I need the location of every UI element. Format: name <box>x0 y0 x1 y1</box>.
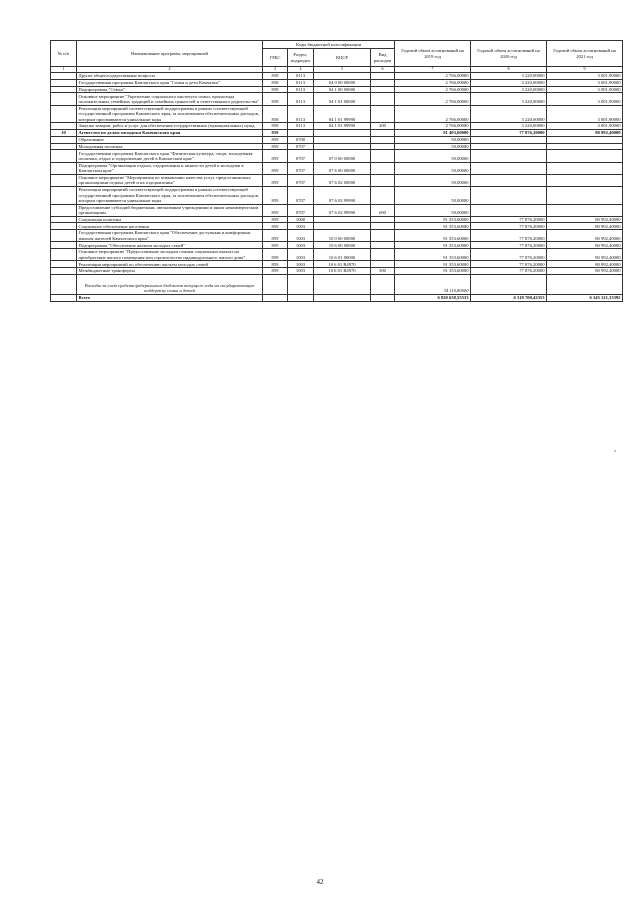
row-num <box>51 143 77 150</box>
header-vid: Вид расходов <box>371 49 395 67</box>
row-num <box>51 162 77 174</box>
row-value-2020: 3 220,00000 <box>471 123 547 130</box>
row-vid <box>371 223 395 230</box>
index-cell: 4 <box>288 67 314 73</box>
row-kcsr: 07 6 02 99990 <box>314 204 371 216</box>
row-value-2019: 91 353,60000 <box>395 223 471 230</box>
row-kcsr: 07 6 02 99990 <box>314 186 371 204</box>
header-2019: Годовой объем ассигнований на 2019 год <box>395 41 471 67</box>
row-value-2019: 2 766,00000 <box>395 105 471 123</box>
total-2021: 6 343 121,33395 <box>547 294 623 301</box>
row-num <box>51 86 77 93</box>
table-footer <box>51 274 623 301</box>
row-name: Основное мероприятие "Укрепление социального института семьи, пропаганда положительных семейных традиций и семейных ценностей и ответственного родительства" <box>77 93 263 105</box>
row-kcsr: 04 1 00 00000 <box>314 86 371 93</box>
row-vid <box>371 186 395 204</box>
row-grbs: 859 <box>263 136 288 143</box>
row-num <box>51 73 77 80</box>
row-kcsr <box>314 223 371 230</box>
row-kcsr <box>314 73 371 80</box>
row-name: Другие общегосударственные вопросы <box>77 73 263 80</box>
note-row <box>51 274 623 294</box>
table-row <box>51 216 623 223</box>
index-cell: 1 <box>51 67 77 73</box>
total-2019: 6 820 638,55533 <box>395 294 471 301</box>
row-value-2019: 91 353,60000 <box>395 230 471 242</box>
header-name: Наименование программ, мероприятий <box>77 41 263 67</box>
row-value-2019: 50,00000 <box>395 204 471 216</box>
row-num <box>51 136 77 143</box>
table-row <box>51 93 623 105</box>
row-razdel: 0707 <box>288 150 314 162</box>
continue-mark: » <box>614 449 617 454</box>
table-row <box>51 261 623 268</box>
row-kcsr <box>314 143 371 150</box>
row-value-2020: 77 876,20000 <box>471 130 547 137</box>
table-row <box>51 73 623 80</box>
row-value-2021 <box>547 174 623 186</box>
row-grbs: 859 <box>263 150 288 162</box>
row-razdel: 1003 <box>288 230 314 242</box>
row-value-2020: 77 876,20000 <box>471 242 547 249</box>
row-value-2019: 2 766,00000 <box>395 93 471 105</box>
row-kcsr: 04 1 01 99990 <box>314 105 371 123</box>
row-name: Образование <box>77 136 263 143</box>
row-razdel: 0707 <box>288 174 314 186</box>
row-num <box>51 123 77 130</box>
row-grbs: 858 <box>263 93 288 105</box>
row-value-2020: 3 220,00000 <box>471 93 547 105</box>
row-value-2020 <box>471 162 547 174</box>
row-vid <box>371 143 395 150</box>
total-2020: 6 318 700,42353 <box>471 294 547 301</box>
row-value-2019: 50,00000 <box>395 143 471 150</box>
row-value-2021 <box>547 162 623 174</box>
row-grbs: 859 <box>263 143 288 150</box>
row-value-2020: 3 220,00000 <box>471 86 547 93</box>
row-kcsr: 07 6 02 00000 <box>314 174 371 186</box>
header-grbs: ГРБС <box>263 49 288 67</box>
row-kcsr: 04 1 01 99990 <box>314 123 371 130</box>
row-grbs: 859 <box>263 249 288 261</box>
row-value-2020: 77 876,20000 <box>471 249 547 261</box>
row-num <box>51 230 77 242</box>
row-name: Социальная политика <box>77 216 263 223</box>
row-value-2020 <box>471 150 547 162</box>
row-razdel: 1003 <box>288 223 314 230</box>
row-num <box>51 186 77 204</box>
row-name: Реализация мероприятий по обеспечению жильем молодых семей <box>77 261 263 268</box>
row-grbs: 858 <box>263 79 288 86</box>
table-row <box>51 143 623 150</box>
row-num <box>51 261 77 268</box>
row-value-2020 <box>471 204 547 216</box>
row-vid: 600 <box>371 204 395 216</box>
row-name: Государственная программа Камчатского края "Семья и дети Камчатки" <box>77 79 263 86</box>
row-value-2020: 77 876,20000 <box>471 230 547 242</box>
row-name: Подпрограмма "Организация отдыха, оздоровления и занятости детей и молодежи в Камчатском крае" <box>77 162 263 174</box>
row-value-2021: 80 992,40000 <box>547 223 623 230</box>
row-value-2021: 3 001,90000 <box>547 73 623 80</box>
row-value-2021: 80 992,40000 <box>547 216 623 223</box>
row-num <box>51 105 77 123</box>
row-value-2021 <box>547 204 623 216</box>
note-text: Расходы за счет средств федерального бюджета текущего года на государственную поддержку семьи и детей <box>77 274 263 294</box>
row-kcsr: 07 0 00 00000 <box>314 150 371 162</box>
row-value-2019: 2 766,00000 <box>395 73 471 80</box>
row-razdel: 0707 <box>288 143 314 150</box>
index-cell: 9 <box>547 67 623 73</box>
row-name: Основное мероприятие "Мероприятия по повышению качества услуг, предоставляемых организациями отдыха детей и их оздоровления" <box>77 174 263 186</box>
row-value-2020: 3 220,00000 <box>471 105 547 123</box>
header-num: № п/п <box>51 41 77 67</box>
row-value-2021: 80 992,40000 <box>547 268 623 275</box>
row-razdel: 1003 <box>288 268 314 275</box>
index-cell: 7 <box>395 67 471 73</box>
row-value-2019: 50,00000 <box>395 186 471 204</box>
row-value-2021: 80 992,40000 <box>547 242 623 249</box>
row-razdel: 0700 <box>288 136 314 143</box>
index-cell: 6 <box>371 67 395 73</box>
row-value-2020: 3 220,00000 <box>471 79 547 86</box>
row-grbs: 858 <box>263 123 288 130</box>
row-razdel: 1003 <box>288 261 314 268</box>
row-num <box>51 216 77 223</box>
table-row <box>51 105 623 123</box>
row-num <box>51 242 77 249</box>
index-cell: 5 <box>314 67 371 73</box>
row-num <box>51 79 77 86</box>
row-vid <box>371 174 395 186</box>
row-vid <box>371 242 395 249</box>
row-grbs: 859 <box>263 242 288 249</box>
row-value-2021: 80 992,40000 <box>547 230 623 242</box>
row-num <box>51 268 77 275</box>
row-vid <box>371 105 395 123</box>
row-grbs: 859 <box>263 130 288 137</box>
row-value-2019: 91 353,60000 <box>395 268 471 275</box>
row-value-2019: 2 766,00000 <box>395 79 471 86</box>
row-vid <box>371 216 395 223</box>
page-number: 42 <box>316 878 324 886</box>
row-value-2019: 50,00000 <box>395 150 471 162</box>
row-vid: 200 <box>371 123 395 130</box>
row-value-2019: 91 353,60000 <box>395 242 471 249</box>
row-name: Реализация мероприятий соответствующей подпрограммы в рамках соответствующей государственной программы Камчатского края, за исключением обеспечительных расходов, которым присваиваются уникальные коды <box>77 186 263 204</box>
row-value-2021: 80 992,40000 <box>547 249 623 261</box>
row-vid: 500 <box>371 268 395 275</box>
row-name: Межбюджетные трансферты <box>77 268 263 275</box>
row-num <box>51 93 77 105</box>
row-vid <box>371 136 395 143</box>
table-row <box>51 230 623 242</box>
row-value-2020 <box>471 174 547 186</box>
row-vid <box>371 73 395 80</box>
row-kcsr: 04 1 01 00000 <box>314 93 371 105</box>
header-razdel: Раздел, подраздел <box>288 49 314 67</box>
row-name: Агентство по делам молодежи Камчатского края <box>77 130 263 137</box>
row-vid <box>371 93 395 105</box>
table-row <box>51 268 623 275</box>
header-2020: Годовой объем ассигнований на 2020 год <box>471 41 547 67</box>
row-value-2019: 2 766,00000 <box>395 86 471 93</box>
row-grbs: 859 <box>263 268 288 275</box>
row-value-2021: 80 992,40000 <box>547 261 623 268</box>
header-codes-group: Коды бюджетной классификации <box>263 41 395 49</box>
row-value-2019: 91 353,60000 <box>395 249 471 261</box>
row-razdel: 0707 <box>288 186 314 204</box>
table-row <box>51 162 623 174</box>
row-value-2021: 3 001,90000 <box>547 79 623 86</box>
row-value-2019: 2 766,00000 <box>395 123 471 130</box>
row-value-2019: 91 403,60000 <box>395 130 471 137</box>
index-cell: 2 <box>77 67 263 73</box>
row-kcsr <box>314 130 371 137</box>
row-grbs: 859 <box>263 230 288 242</box>
row-value-2020: 77 876,20000 <box>471 261 547 268</box>
row-razdel: 0113 <box>288 105 314 123</box>
row-vid <box>371 162 395 174</box>
row-razdel: 1003 <box>288 242 314 249</box>
table-body <box>51 73 623 275</box>
row-value-2020 <box>471 136 547 143</box>
table-row <box>51 242 623 249</box>
row-value-2020: 77 876,20000 <box>471 216 547 223</box>
table-row <box>51 130 623 137</box>
index-cell: 8 <box>471 67 547 73</box>
table-row <box>51 223 623 230</box>
table-row <box>51 150 623 162</box>
row-grbs: 859 <box>263 216 288 223</box>
row-value-2021 <box>547 150 623 162</box>
row-razdel <box>288 130 314 137</box>
row-grbs: 858 <box>263 73 288 80</box>
table-row <box>51 123 623 130</box>
row-kcsr: 04 0 00 00000 <box>314 79 371 86</box>
row-num <box>51 204 77 216</box>
row-name: Государственная программа Камчатского края "Физическая культура, спорт, молодежная политика, отдых и оздоровление детей в Камчатском крае" <box>77 150 263 162</box>
row-vid <box>371 150 395 162</box>
row-grbs: 859 <box>263 261 288 268</box>
row-value-2019: 50,00000 <box>395 162 471 174</box>
total-label: Всего <box>77 294 263 301</box>
row-razdel: 0113 <box>288 93 314 105</box>
row-value-2021 <box>547 136 623 143</box>
index-cell: 3 <box>263 67 288 73</box>
row-vid <box>371 261 395 268</box>
row-kcsr <box>314 136 371 143</box>
table-row <box>51 186 623 204</box>
row-razdel: 1003 <box>288 249 314 261</box>
row-value-2020 <box>471 186 547 204</box>
header-2021: Годовой объем ассигнований на 2021 год <box>547 41 623 67</box>
row-value-2021: 3 001,90000 <box>547 105 623 123</box>
table-row <box>51 86 623 93</box>
row-razdel: 0113 <box>288 123 314 130</box>
row-razdel: 0113 <box>288 79 314 86</box>
row-name: Молодежная политика <box>77 143 263 150</box>
row-value-2019: 50,00000 <box>395 136 471 143</box>
row-grbs: 859 <box>263 174 288 186</box>
row-razdel: 0113 <box>288 86 314 93</box>
note-value-2019: 34 110,80000 <box>395 274 471 294</box>
table-row <box>51 79 623 86</box>
row-num: 10 <box>51 130 77 137</box>
row-value-2020 <box>471 143 547 150</box>
row-num <box>51 249 77 261</box>
row-value-2020: 77 876,20000 <box>471 268 547 275</box>
row-name: Основное мероприятие "Предоставление молодым семьям социальных выплат на приобретение жилого помещения или строительство индивидуального жилого дома" <box>77 249 263 261</box>
row-value-2020: 77 876,20000 <box>471 223 547 230</box>
total-row <box>51 294 623 301</box>
row-value-2021: 3 001,90000 <box>547 86 623 93</box>
row-kcsr: 10 6 01 R4970 <box>314 268 371 275</box>
row-kcsr: 10 0 00 00000 <box>314 230 371 242</box>
row-value-2021: 3 001,90000 <box>547 123 623 130</box>
table-row <box>51 204 623 216</box>
row-vid <box>371 79 395 86</box>
row-num <box>51 150 77 162</box>
table-header <box>51 41 623 73</box>
row-value-2021: 3 001,90000 <box>547 93 623 105</box>
row-name: Подпрограмма "Семья" <box>77 86 263 93</box>
budget-table <box>50 40 623 302</box>
row-razdel: 1000 <box>288 216 314 223</box>
row-vid <box>371 86 395 93</box>
row-value-2021: 80 992,40000 <box>547 130 623 137</box>
row-razdel: 0707 <box>288 162 314 174</box>
row-kcsr: 10 6 01 00000 <box>314 249 371 261</box>
row-kcsr <box>314 216 371 223</box>
row-grbs: 858 <box>263 105 288 123</box>
row-kcsr: 10 6 00 00000 <box>314 242 371 249</box>
row-vid <box>371 249 395 261</box>
row-vid <box>371 230 395 242</box>
row-vid <box>371 130 395 137</box>
row-value-2019: 91 353,60000 <box>395 261 471 268</box>
row-value-2020: 3 220,00000 <box>471 73 547 80</box>
header-kcsr: КЦСР <box>314 49 371 67</box>
row-name: Закупка товаров, работ и услуг для обеспечения государственных (муниципальных) нужд <box>77 123 263 130</box>
row-grbs: 859 <box>263 162 288 174</box>
row-grbs: 859 <box>263 186 288 204</box>
row-name: Подпрограмма "Обеспечение жильем молодых семей" <box>77 242 263 249</box>
table-row <box>51 174 623 186</box>
row-value-2021 <box>547 186 623 204</box>
table-row <box>51 136 623 143</box>
row-value-2021 <box>547 143 623 150</box>
row-name: Реализация мероприятий соответствующей подпрограммы в рамках соответствующей государственной программы Камчатского края, за исключением обеспечительных расходов, которым присваиваются уникальные коды <box>77 105 263 123</box>
row-value-2019: 50,00000 <box>395 174 471 186</box>
row-name: Предоставление субсидий бюджетным, автономным учреждениям и иным некоммерческим организациям <box>77 204 263 216</box>
row-value-2019: 91 353,60000 <box>395 216 471 223</box>
row-name: Государственная программа Камчатского края "Обеспечение доступным и комфортным жильем жителей Камчатского края" <box>77 230 263 242</box>
row-num <box>51 174 77 186</box>
row-grbs: 859 <box>263 223 288 230</box>
table-row <box>51 249 623 261</box>
row-razdel: 0707 <box>288 204 314 216</box>
row-num <box>51 223 77 230</box>
row-name: Социальное обеспечение населения <box>77 223 263 230</box>
row-kcsr: 10 6 01 R4970 <box>314 261 371 268</box>
row-kcsr: 07 6 00 00000 <box>314 162 371 174</box>
row-grbs: 859 <box>263 204 288 216</box>
row-grbs: 858 <box>263 86 288 93</box>
row-razdel: 0113 <box>288 73 314 80</box>
